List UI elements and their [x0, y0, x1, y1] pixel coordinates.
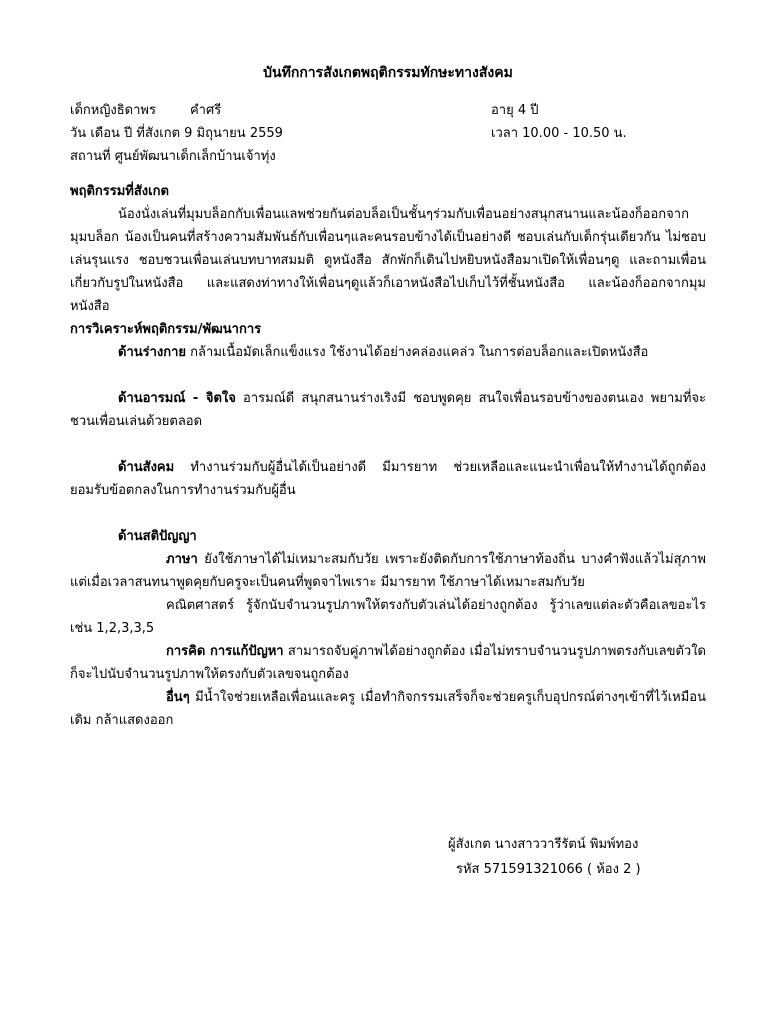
- intellect-heading-line: [70, 525, 706, 548]
- intellect-label: ด้านสติปัญญา: [118, 529, 197, 544]
- other-text: มีน้ำใจช่วยเหลือเพื่อนและครู เมื่อทำกิจกรรมเสร็จก็จะช่วยครูเก็บอุปกรณ์ต่างๆเข้าที่ไว้เหมือนเดิม กล้าแสดงออก: [70, 690, 706, 728]
- social-paragraph: [70, 456, 706, 502]
- language-text: ยังใช้ภาษาได้ไม่เหมาะสมกับวัย เพราะยังติดกับการใช้ภาษาท้องถิ่น บางคำฟังแล้วไม่สุภาพ แต่เมื่อเวลาสนทนาพูดคุยกับครูจะเป็นคนที่พูดจาไพเราะ มีมารยาท ใช้ภาษาได้เหมาะสมกับวัย: [70, 552, 706, 590]
- observed-heading: พฤติกรรมที่สังเกต: [70, 184, 169, 199]
- other-label: อื่นๆ: [166, 690, 190, 705]
- emotional-paragraph: [70, 387, 706, 433]
- observer-name: ผู้สังเกต นางสาววารีรัตน์ พิมพ์ทอง: [448, 837, 639, 852]
- math-paragraph: คณิตศาสตร์ รู้จักนับจำนวนรูปภาพให้ตรงกับตัวเล่นได้อย่างถูกต้อง รู้ว่าเลขแต่ละตัวคือเลขอะไร เช่น 1,2,3,3,5: [70, 598, 706, 636]
- document-page: [70, 62, 706, 732]
- date-time-row: [70, 122, 706, 145]
- social-text: ทำงานร่วมกับผู้อื่นได้เป็นอย่างดี มีมารยาท ช่วยเหลือและแนะนำเพื่อนให้ทำงานได้ถูกต้อง ยอมรับข้อตกลงในการทำงานร่วมกับผู้อื่น: [70, 460, 706, 498]
- signature-block: [448, 832, 641, 882]
- physical-text: กล้ามเนื้อมัดเล็กแข็งแรง ใช้งานได้อย่างคล่องแคล่ว ในการต่อบล็อกและเปิดหนังสือ: [186, 345, 649, 360]
- place-row: [70, 145, 706, 168]
- social-label: ด้านสังคม: [118, 460, 175, 475]
- language-label: ภาษา: [166, 552, 198, 567]
- student-code: รหัส 571591321066 ( ห้อง 2 ): [456, 862, 641, 877]
- observed-text: น้องนั่งเล่นที่มุมบล็อกกับเพื่อนแลพช่วยกันต่อบล็อเป็นชั้นๆร่วมกับเพื่อนอย่างสนุกสนานและน้องก็ออกจากมุมบล็อก น้องเป็นคนที่สร้างความสัมพันธ์กับเพื่อนๆและคนรอบข้างได้เป็นอย่างดี ชอบเล่นกับเด็กรุ่นเดียวกัน ไม่ชอบเล่นรุนแรง ชอบชวนเพื่อนเล่นบทบาทสมมติ ดูหนังสือ สักพักก็เดินไปหยิบหนังสือมาเปิดให้เพื่อนๆดู และถามเพื่อนเกี่ยวกับรูปในหนังสือ และแสดงท่าทางให้เพื่อนๆดูแล้วก็เอาหนังสือไปเก็บไว้ที่ชั้นหนังสือ และน้องก็ออกจากมุมหนังสือ: [70, 207, 706, 314]
- observation-place: สถานที่ ศูนย์พัฒนาเด็กเล็กบ้านเจ้าทุ่ง: [70, 149, 276, 164]
- thinking-text: สามารถจับคู่ภาพได้อย่างถูกต้อง เมื่อไม่ทราบจำนวนรูปภาพตรงกับเลขตัวใดก็จะไปนับจำนวนรูปภาพให้ตรงกับตัวเลขจนถูกต้อง: [70, 644, 707, 682]
- emotional-text: อารมณ์ดี สนุกสนานร่างเริงมี ชอบพูดคุย สนใจเพื่อนรอบข้างของตนเอง พยามที่จะชวนเพื่อนเล่นด้วยตลอด: [70, 391, 707, 429]
- thinking-label: การคิด การแก้ปัญหา: [166, 644, 284, 659]
- observation-date: วัน เดือน ปี ที่สังเกต 9 มิถุนายน 2559: [70, 126, 283, 141]
- physical-label: ด้านร่างกาย: [118, 345, 187, 360]
- child-info-row: [70, 99, 706, 122]
- thinking-paragraph: [70, 640, 706, 686]
- child-surname: คำศรี: [189, 103, 222, 118]
- other-paragraph: [70, 686, 706, 732]
- child-age: อายุ 4 ปี: [491, 103, 539, 118]
- observation-time: เวลา 10.00 - 10.50 น.: [491, 126, 627, 141]
- language-paragraph: [70, 548, 706, 594]
- child-name: เด็กหญิงธิดาพร: [70, 103, 156, 118]
- page-title: บันทึกการสังเกตพฤติกรรมทักษะทางสังคม: [263, 65, 513, 81]
- emotional-label: ด้านอารมณ์ - จิตใจ: [118, 391, 236, 406]
- analysis-heading: การวิเคราะห์พฤติกรรม/พัฒนาการ: [70, 322, 262, 337]
- physical-paragraph: [70, 341, 706, 364]
